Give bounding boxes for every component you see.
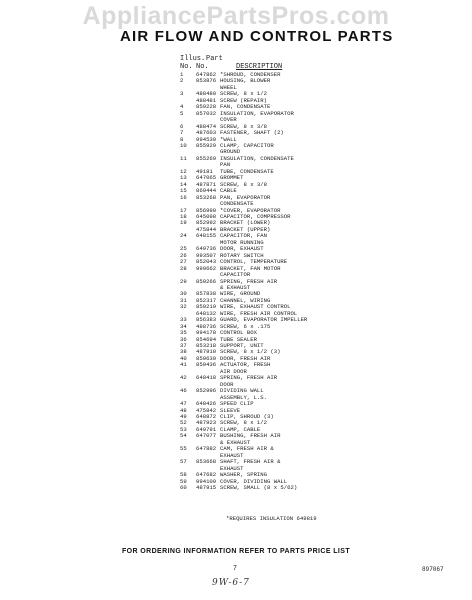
illus-number: 30 <box>180 290 187 298</box>
part-description: DOOR, FRESH AIR <box>220 354 271 362</box>
part-description: HOUSING, BLOWER <box>220 77 271 85</box>
part-description: SCREW, SMALL (8 x 5/62) <box>220 484 298 491</box>
part-description: PAN, EVAPORATOR <box>220 193 271 201</box>
parts-row <box>180 485 380 491</box>
illus-number: 29 <box>180 277 187 285</box>
part-description: AIR DOOR <box>220 367 247 375</box>
part-number: 488481 <box>196 96 217 104</box>
illus-number: 8 <box>180 135 184 143</box>
part-description: PAN <box>220 161 231 169</box>
illus-number: 33 <box>180 316 187 324</box>
part-number: 852992 <box>196 219 217 227</box>
part-number: 994539 <box>196 135 217 143</box>
col-illus-label: Illus. <box>180 55 206 63</box>
part-description: WIRE, GROUND <box>220 290 261 298</box>
part-number: 857032 <box>196 109 217 117</box>
part-description: BUSHING, FRESH AIR <box>220 432 281 440</box>
illus-number: 53 <box>180 425 187 433</box>
part-description: CONTROL BOX <box>220 329 257 337</box>
illus-number: 13 <box>180 174 187 182</box>
part-description: SCREW (REPAIR) <box>220 96 267 104</box>
part-number: 853268 <box>196 193 217 201</box>
part-description: *SHROUD, CONDENSER <box>220 71 281 78</box>
part-description: FAN, CONDENSATE <box>220 103 271 111</box>
part-number: 649791 <box>196 425 217 433</box>
part-number: 645098 <box>196 212 217 220</box>
part-description: CAM, FRESH AIR & <box>220 445 274 453</box>
page-title: AIR FLOW AND CONTROL PARTS <box>120 28 394 45</box>
part-description: *WALL <box>220 135 237 143</box>
part-number: 49181 <box>196 167 213 175</box>
part-number: 647065 <box>196 174 217 182</box>
part-number: 648155 <box>196 232 217 240</box>
part-description: INSULATION, CONDENSATE <box>220 154 294 162</box>
document-code: 897067 <box>422 566 444 573</box>
illus-number: 6 <box>180 122 184 130</box>
part-description: SPRING, FRESH AIR <box>220 374 278 382</box>
col-no2-label: No. <box>196 63 209 71</box>
part-description: SCREW, 6 x .175 <box>220 322 271 330</box>
part-description: CONTROL, TEMPERATURE <box>220 258 288 266</box>
part-description: CAPACITOR, COMPRESSOR <box>220 212 291 220</box>
part-number: 852996 <box>196 387 217 395</box>
illus-number: 27 <box>180 258 187 266</box>
part-number: 859219 <box>196 303 217 311</box>
part-number: 852317 <box>196 296 217 304</box>
column-headers <box>180 55 282 71</box>
part-number: 859639 <box>196 354 217 362</box>
part-description: ACTUATOR, FRESH <box>220 361 271 369</box>
part-description: SCREW, 8 x 1/2 (3) <box>220 348 281 356</box>
illus-number: 25 <box>180 245 187 253</box>
part-description: SUPPORT, UNIT <box>220 342 264 350</box>
illus-number: 40 <box>180 354 187 362</box>
part-description: COVER, DIVIDING WALL <box>220 477 288 485</box>
part-number: 647077 <box>196 432 217 440</box>
illus-number: 28 <box>180 264 187 272</box>
part-description: & EXHAUST <box>220 283 251 291</box>
illus-number: 41 <box>180 361 187 369</box>
illus-number: 34 <box>180 322 187 330</box>
part-description: & EXHAUST <box>220 438 251 446</box>
part-description: BRACKET (LOWER) <box>220 219 271 227</box>
part-description: SPEED CLIP <box>220 400 254 408</box>
part-number: 855269 <box>196 154 217 162</box>
part-description: SHAFT, FRESH AIR & <box>220 458 281 466</box>
illus-number: 54 <box>180 432 187 440</box>
part-description: SCREW, 8 x 1/2 <box>220 419 267 427</box>
illus-number: 49 <box>180 413 187 421</box>
illus-number: 48 <box>180 406 187 414</box>
illus-number: 32 <box>180 303 187 311</box>
part-description: SCREW, 8 x 1/2 <box>220 90 267 98</box>
part-number: 859436 <box>196 361 217 369</box>
part-description: DOOR, EXHAUST <box>220 245 264 253</box>
part-description: SCREW, 8 x 3/8 <box>220 180 267 188</box>
illus-number: 26 <box>180 251 187 259</box>
part-description: DOOR <box>220 380 234 388</box>
part-description: FASTENER, SHAFT (2) <box>220 129 284 137</box>
part-number: 853668 <box>196 458 217 466</box>
part-number: 648426 <box>196 400 217 408</box>
illus-number: 47 <box>180 400 187 408</box>
illus-number: 42 <box>180 374 187 382</box>
parts-list <box>180 72 380 491</box>
part-description: GUARD, EVAPORATOR IMPELLER <box>220 316 308 324</box>
part-description: CABLE <box>220 187 237 195</box>
part-description: CLIP, SHROUD (3) <box>220 413 274 421</box>
part-description: EXHAUST <box>220 464 244 472</box>
illus-number: 3 <box>180 90 184 98</box>
part-number: 648418 <box>196 374 217 382</box>
illus-number: 10 <box>180 141 187 149</box>
insulation-footnote: *REQUIRES INSULATION 649819 <box>226 515 317 522</box>
part-number: 647882 <box>196 445 217 453</box>
part-description: ROTARY SWITCH <box>220 251 264 259</box>
site-watermark: AppliancePartsPros.com <box>82 2 390 30</box>
col-part-label: Part <box>206 55 223 63</box>
col-no-label: No. <box>180 63 193 71</box>
illus-number: 37 <box>180 342 187 350</box>
part-description: CAPACITOR <box>220 271 251 279</box>
illus-number: 59 <box>180 477 187 485</box>
ordering-info-note: FOR ORDERING INFORMATION REFER TO PARTS PRICE LIST <box>121 548 351 555</box>
part-number: 853218 <box>196 342 217 350</box>
part-description: COVER <box>220 116 237 124</box>
part-description: WASHER, SPRING <box>220 471 267 479</box>
illus-number: 1 <box>180 71 184 78</box>
part-number: 857838 <box>196 290 217 298</box>
illus-number: 7 <box>180 129 184 137</box>
part-number: 854694 <box>196 335 217 343</box>
part-description: MOTOR RUNNING <box>220 238 264 246</box>
part-number: 856990 <box>196 206 217 214</box>
part-number: 855929 <box>196 141 217 149</box>
part-description: SLEEVE <box>220 406 241 414</box>
part-description: INSULATION, EVAPORATOR <box>220 109 294 117</box>
illus-number: 52 <box>180 419 187 427</box>
part-number: 859266 <box>196 277 217 285</box>
illus-number: 17 <box>180 206 187 214</box>
part-number: 488474 <box>196 122 217 130</box>
part-number: 487915 <box>196 484 217 491</box>
part-number: 487603 <box>196 129 217 137</box>
illus-number: 58 <box>180 471 187 479</box>
part-number: 487923 <box>196 419 217 427</box>
part-description: WIRE, EXHAUST CONTROL <box>220 303 291 311</box>
illus-number: 46 <box>180 387 187 395</box>
part-number: 488736 <box>196 322 217 330</box>
part-description: CLAMP, CAPACITOR <box>220 141 274 149</box>
part-description: BRACKET (UPPER) <box>220 225 271 233</box>
part-description: DIVIDING WALL <box>220 387 264 395</box>
part-number: 487871 <box>196 180 217 188</box>
illus-number: 57 <box>180 458 187 466</box>
part-number: 852043 <box>196 258 217 266</box>
illus-number: 18 <box>180 212 187 220</box>
page-number: 7 <box>233 565 237 572</box>
part-description: SCREW, 8 x 3/8 <box>220 122 267 130</box>
part-description: SPRING, FRESH AIR <box>220 277 278 285</box>
part-description: *COVER, EVAPORATOR <box>220 206 281 214</box>
part-number: 475844 <box>196 225 217 233</box>
part-description: BRACKET, FAN MOTOR <box>220 264 281 272</box>
part-description: TUBE SEALER <box>220 335 257 343</box>
part-description: WHEEL <box>220 83 237 91</box>
illus-number: 35 <box>180 329 187 337</box>
illus-number: 11 <box>180 154 187 162</box>
illus-number: 60 <box>180 484 187 491</box>
illus-number: 4 <box>180 103 184 111</box>
part-number: 488480 <box>196 90 217 98</box>
part-description: CLAMP, CABLE <box>220 425 261 433</box>
illus-number: 5 <box>180 109 184 117</box>
col-description-label: DESCRIPTION <box>236 63 283 71</box>
part-number: 475842 <box>196 406 217 414</box>
illus-number: 19 <box>180 219 187 227</box>
illus-number: 12 <box>180 167 187 175</box>
handwritten-note: 9W-6-7 <box>212 578 250 588</box>
part-number: 647862 <box>196 71 217 78</box>
illus-number: 55 <box>180 445 187 453</box>
part-description: GROMMET <box>220 174 244 182</box>
illus-number: 14 <box>180 180 187 188</box>
part-description: TUBE, CONDENSATE <box>220 167 274 175</box>
part-number: 856383 <box>196 316 217 324</box>
part-number: 993507 <box>196 251 217 259</box>
illus-number: 15 <box>180 187 187 195</box>
illus-number: 2 <box>180 77 184 85</box>
part-number: 994109 <box>196 477 217 485</box>
part-number: 648872 <box>196 413 217 421</box>
part-number: 647682 <box>196 471 217 479</box>
part-description: WIRE, FRESH AIR CONTROL <box>220 309 298 317</box>
part-number: 648132 <box>196 309 217 317</box>
part-number: 999662 <box>196 264 217 272</box>
part-number: 487910 <box>196 348 217 356</box>
illus-number: 24 <box>180 232 187 240</box>
part-description: ASSEMBLY, L.S. <box>220 393 267 401</box>
part-number: 853876 <box>196 77 217 85</box>
illus-number: 38 <box>180 348 187 356</box>
part-description: CONDENSATE <box>220 200 254 208</box>
part-number: 649736 <box>196 245 217 253</box>
part-number: 869444 <box>196 187 217 195</box>
part-number: 859228 <box>196 103 217 111</box>
part-description: GROUND <box>220 148 241 156</box>
part-number: 994178 <box>196 329 217 337</box>
illus-number: 16 <box>180 193 187 201</box>
part-description: EXHAUST <box>220 451 244 459</box>
part-description: CHANNEL, WIRING <box>220 296 271 304</box>
illus-number: 36 <box>180 335 187 343</box>
illus-number: 31 <box>180 296 187 304</box>
part-description: CAPACITOR, FAN <box>220 232 267 240</box>
